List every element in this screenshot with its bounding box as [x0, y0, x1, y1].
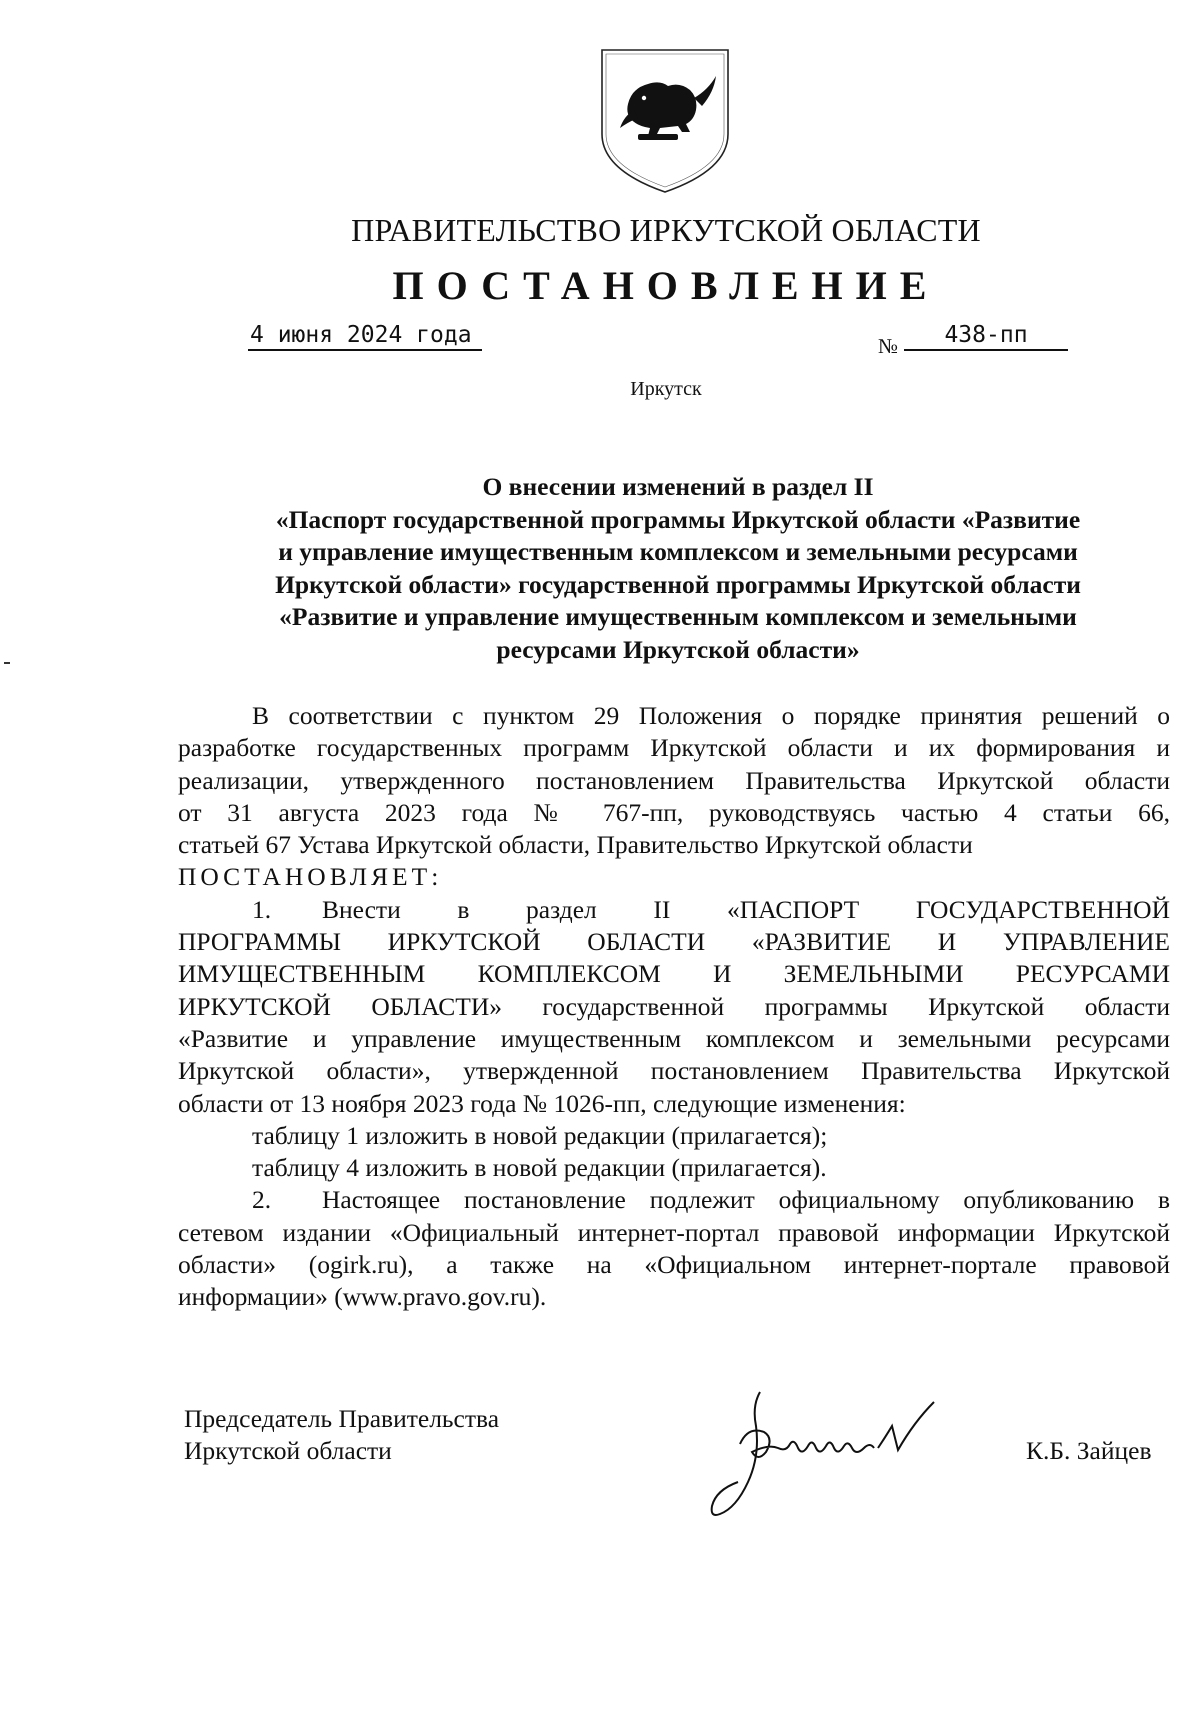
heading-line: Иркутской области» государственной программы Иркутской области	[275, 569, 1081, 599]
item-1-line: ПРОГРАММЫ ИРКУТСКОЙ ОБЛАСТИ «РАЗВИТИЕ И УПРАВЛЕНИЕ	[178, 927, 1170, 957]
government-title: ПРАВИТЕЛЬСТВО ИРКУТСКОЙ ОБЛАСТИ	[351, 212, 981, 248]
item-1-line: ИРКУТСКОЙ ОБЛАСТИ» государственной программы Иркутской области	[178, 991, 1170, 1021]
item-1-subitem: таблицу 4 изложить в новой редакции (прилагается).	[252, 1153, 827, 1183]
preamble-line: реализации, утвержденного постановлением Правительства Иркутской области	[178, 765, 1170, 795]
signer-name: К.Б. Зайцев	[1026, 1436, 1152, 1465]
heading-line: О внесении изменений в раздел II	[482, 472, 874, 501]
document-heading	[190, 471, 1166, 666]
document-date: 4 июня 2024 года	[248, 322, 482, 351]
preamble-line: от 31 августа 2023 года № 767-пп, руководствуясь частью 4 статьи 66,	[178, 797, 1170, 827]
item-1-number: 1.	[252, 894, 272, 924]
heading-line: ресурсами Иркутской области»	[496, 634, 860, 664]
item-2-line: сетевом издании «Официальный интернет-портал правовой информации Иркутской	[178, 1217, 1170, 1247]
item-2-number: 2.	[252, 1185, 272, 1215]
item-1-subitem: таблицу 1 изложить в новой редакции (прилагается);	[252, 1120, 828, 1150]
heading-line: и управление имущественным комплексом и земельными ресурсами	[278, 537, 1078, 566]
document-type: ПОСТАНОВЛЕНИЕ	[392, 263, 940, 308]
document-city: Иркутск	[630, 378, 702, 400]
item-1-line: «Развитие и управление имущественным комплексом и земельными ресурсами	[178, 1023, 1170, 1053]
item-2-first-line	[178, 1184, 1170, 1216]
preamble-line: разработке государственных программ Иркутской области и их формирования и	[178, 733, 1170, 763]
decree-word: ПОСТАНОВЛЯЕТ:	[178, 862, 443, 892]
item-2-line: информации» (www.pravo.gov.ru).	[178, 1282, 547, 1312]
item-1-first-line	[178, 894, 1170, 926]
signer-title	[184, 1403, 499, 1467]
preamble-line: В соответствии с пунктом 29 Положения о порядке принятия решений о	[252, 701, 1170, 730]
item-1-line: Иркутской области», утвержденной постановлением Правительства Иркутской	[178, 1056, 1170, 1086]
document-body	[178, 700, 1170, 1314]
signer-title-line: Председатель Правительства	[184, 1404, 500, 1433]
preamble-line: статьей 67 Устава Иркутской области, Правительство Иркутской области	[178, 830, 973, 860]
signer-title-line: Иркутской области	[184, 1436, 392, 1465]
document-number: 438-пп	[904, 322, 1068, 351]
margin-mark	[4, 662, 10, 664]
handwritten-signature	[708, 1386, 958, 1526]
item-2-text: Настоящее постановление подлежит официальному опубликованию в	[322, 1185, 1170, 1215]
irkutsk-coat-of-arms-icon	[598, 46, 732, 196]
heading-line: «Развитие и управление имущественным комплексом и земельными	[279, 602, 1077, 631]
item-1-line: ИМУЩЕСТВЕННЫМ КОМПЛЕКСОМ И ЗЕМЕЛЬНЫМИ РЕСУРСАМИ	[178, 959, 1170, 989]
heading-line: «Паспорт государственной программы Иркутской области «Развитие	[275, 504, 1081, 534]
item-1-text: Внести в раздел II «ПАСПОРТ ГОСУДАРСТВЕННОЙ	[322, 894, 1170, 924]
document-number-label: №	[878, 334, 899, 358]
item-2-line: области» (ogirk.ru), а также на «Официальном интернет-портале правовой	[178, 1250, 1170, 1280]
item-1-line: области от 13 ноября 2023 года № 1026-пп, следующие изменения:	[178, 1088, 906, 1118]
